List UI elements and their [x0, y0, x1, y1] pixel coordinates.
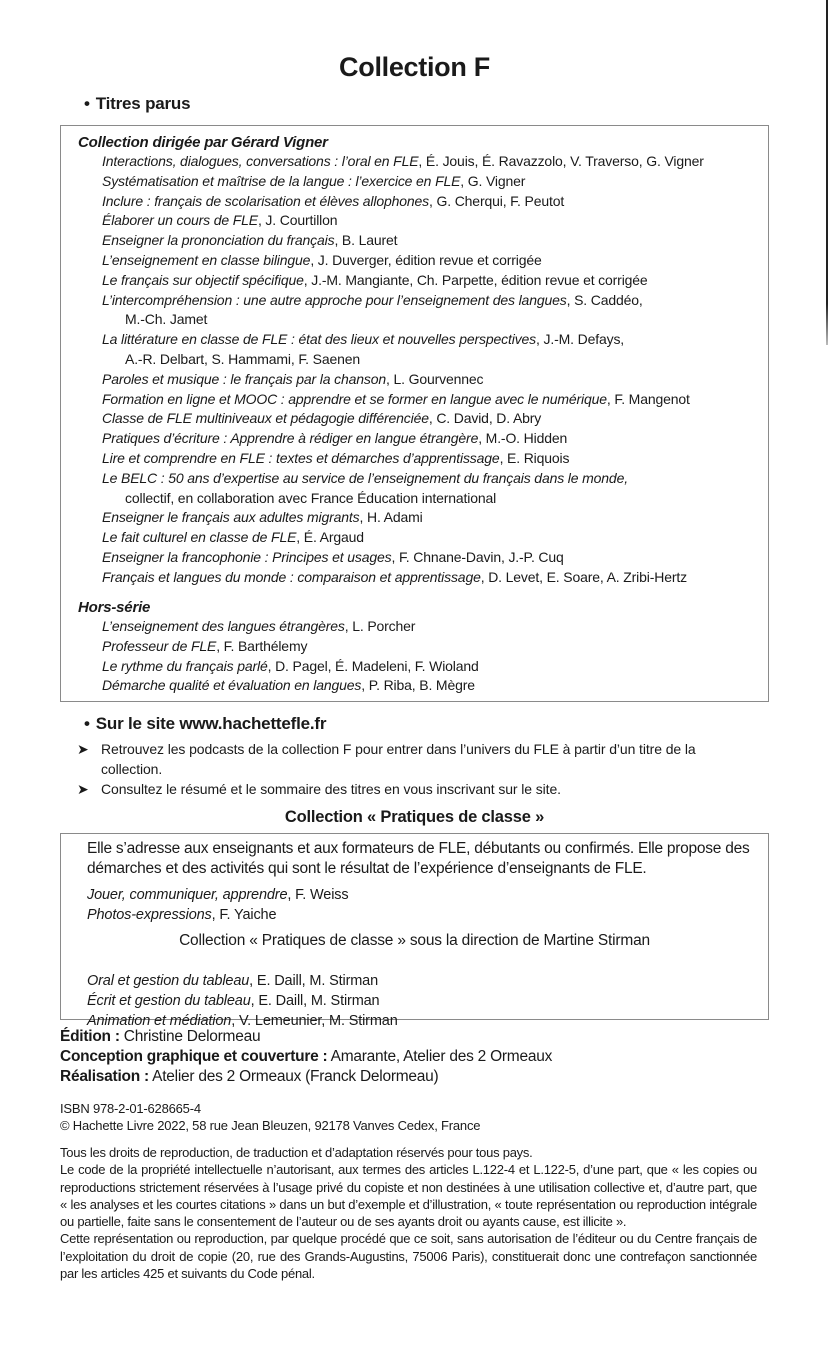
book-title: Le rythme du français parlé — [102, 657, 268, 674]
collection-group — [61, 133, 704, 588]
pratiques-heading: Collection « Pratiques de classe » — [284, 808, 545, 826]
book-title: Oral et gestion du tableau — [87, 973, 250, 989]
book-authors: , D. Levet, E. Soare, A. Zribi-Hertz — [480, 568, 687, 585]
book-authors: , E. Daill, M. Stirman — [249, 973, 379, 989]
bullet-icon: • — [84, 714, 90, 733]
site-list-text: Retrouvez les podcasts de la collection F pour entrer dans l’univers du FLE à partir d’un titre de la collection. — [101, 741, 696, 777]
book-authors: , E. Daill, M. Stirman — [250, 992, 380, 1009]
book-title: L’enseignement des langues étrangères — [102, 618, 345, 634]
book-authors: , S. Caddéo, — [566, 291, 643, 308]
arrow-icon: ➤ — [77, 741, 89, 757]
book-title: Jouer, communiquer, apprendre — [87, 887, 288, 903]
book-authors: , J.-M. Defays, — [536, 331, 625, 348]
title-entry — [102, 508, 704, 528]
book-authors: , F. Chnane-Davin, J.-P. Cuq — [391, 548, 564, 565]
book-title: Interactions, dialogues, conversations : l’oral en FLE — [102, 153, 419, 169]
pratiques-entry — [87, 906, 348, 926]
book-title: Enseigner la prononciation du français — [102, 232, 335, 249]
copyright: © Hachette Livre 2022, 58 rue Jean Bleuzen, 92178 Vanves Cedex, France — [60, 1118, 481, 1133]
book-authors: , H. Adami — [359, 509, 423, 526]
book-title: Enseigner le français aux adultes migrants — [102, 509, 360, 526]
title-entry — [102, 390, 704, 410]
title-entry — [102, 617, 479, 637]
title-entry — [102, 211, 704, 231]
book-title: Pratiques d’écriture : Apprendre à rédiger en langue étrangère — [102, 430, 479, 447]
title-entry — [102, 528, 704, 548]
book-title: Photos-expressions — [87, 906, 212, 923]
pratiques-entry — [87, 972, 398, 992]
entry-continuation: A.-R. Delbart, S. Hammami, F. Saenen — [125, 350, 361, 367]
legal-paragraph: Le code de la propriété intellectuelle n’autorisant, aux termes des articles L.122-4 et L.122-5, d’une part, que « les copies ou reproductions strictement réservées à l’usage privé du copiste et non destinées à une utilisation collective et, d’autre part, que « les analyses et les courtes citations » dans un but d’exemple et d’illustration, « toute représentation ou reproduction intégrale ou partielle, faite sans le consentement de l’auteur ou de ses ayants droit ou ayants cause, est illicite ». — [60, 1162, 757, 1230]
credits — [60, 1027, 552, 1087]
book-title: Le français sur objectif spécifique — [102, 271, 304, 288]
title-entry — [102, 429, 704, 449]
site-heading-label: Sur le site www.hachettefle.fr — [95, 714, 327, 733]
book-authors: , J. Duverger, édition revue et corrigée — [310, 251, 542, 268]
pratiques-list — [87, 886, 348, 926]
book-authors: , J.-M. Mangiante, Ch. Parpette, édition revue et corrigée — [303, 271, 648, 288]
book-authors: , F. Yaiche — [211, 906, 277, 923]
legal-paragraph: Tous les droits de reproduction, de traduction et d’adaptation réservés pour tous pays. — [60, 1145, 533, 1160]
title-entry — [102, 370, 704, 390]
hors-serie-group — [61, 598, 479, 696]
title-entry — [102, 676, 479, 696]
book-title: Formation en ligne et MOOC : apprendre et se former en langue avec le numérique — [102, 390, 607, 407]
title-entry — [102, 291, 704, 331]
book-authors: , F. Barthélemy — [216, 637, 308, 654]
entry-continuation: collectif, en collaboration avec France Éducation international — [125, 489, 497, 506]
credit-label: Conception graphique et couverture : — [60, 1048, 328, 1065]
titres-parus-box — [60, 125, 769, 702]
title-list — [102, 617, 479, 696]
book-authors: , G. Cherqui, F. Peutot — [429, 192, 565, 209]
title-entry — [102, 172, 704, 192]
credit-line — [60, 1067, 552, 1087]
pratiques-list — [87, 972, 398, 1031]
legal-paragraph: Cette représentation ou reproduction, par quelque procédé que ce soit, sans autorisation de l’éditeur ou du Centre français de l’exploitation du droit de copie (20, rue des Grands-Augustins, 75006 Paris), constituerait donc une contrefaçon sanctionnée par les articles 425 et suivants du Code pénal. — [60, 1231, 757, 1282]
book-title: Inclure : français de scolarisation et élèves allophones — [102, 192, 430, 209]
credit-value: Christine Delormeau — [119, 1028, 261, 1045]
book-title: Professeur de FLE — [102, 637, 217, 654]
title-entry — [102, 637, 479, 657]
title-entry — [102, 409, 704, 429]
book-authors: , J. Courtillon — [257, 212, 338, 229]
title-entry — [102, 251, 704, 271]
credit-line — [60, 1047, 552, 1067]
pratiques-entry — [87, 992, 398, 1012]
book-authors: , P. Riba, B. Mègre — [361, 677, 475, 694]
credit-value: Amarante, Atelier des 2 Ormeaux — [327, 1048, 553, 1065]
book-title: Systématisation et maîtrise de la langue : l’exercice en FLE — [102, 172, 461, 189]
book-authors: , B. Lauret — [334, 232, 398, 249]
book-authors: , G. Vigner — [460, 172, 526, 189]
site-list-text: Consultez le résumé et le sommaire des titres en vous inscrivant sur le site. — [101, 781, 561, 797]
entry-continuation: M.-Ch. Jamet — [125, 311, 208, 328]
book-title: Démarche qualité et évaluation en langues — [102, 677, 362, 694]
book-authors: , E. Riquois — [499, 449, 570, 466]
book-title: Classe de FLE multiniveaux et pédagogie différenciée — [102, 410, 429, 427]
title-entry — [102, 192, 704, 212]
credit-value: Atelier des 2 Ormeaux (Franck Delormeau) — [148, 1068, 439, 1085]
book-authors: , É. Jouis, É. Ravazzolo, V. Traverso, G. Vigner — [418, 153, 704, 169]
pratiques-description: Elle s’adresse aux enseignants et aux formateurs de FLE, débutants ou confirmés. Elle propose des démarches et des activités qui sont le résultat de l’expérience d’enseignants de FLE. — [87, 840, 750, 877]
book-title: Élaborer un cours de FLE — [102, 212, 258, 229]
site-heading — [84, 714, 326, 734]
credit-line — [60, 1027, 552, 1047]
book-title: Le fait culturel en classe de FLE — [102, 529, 297, 546]
bullet-icon: • — [84, 94, 90, 113]
site-list-item — [77, 780, 757, 800]
title-entry — [102, 152, 704, 172]
title-entry — [102, 657, 479, 677]
credit-label: Édition : — [60, 1028, 120, 1045]
book-authors: , L. Gourvennec — [386, 370, 484, 387]
title-entry — [102, 231, 704, 251]
book-authors: , C. David, D. Abry — [428, 410, 542, 427]
legal-notice — [60, 1144, 757, 1282]
page-title: Collection F — [339, 52, 490, 82]
book-title: Animation et médiation — [87, 1012, 232, 1029]
title-entry — [102, 548, 704, 568]
book-authors: , L. Porcher — [344, 618, 416, 634]
book-title: La littérature en classe de FLE : état des lieux et nouvelles perspectives — [102, 331, 537, 348]
book-authors: , F. Weiss — [287, 887, 349, 903]
isbn-block — [60, 1100, 480, 1134]
book-title: Lire et comprendre en FLE : textes et démarches d’apprentissage — [102, 449, 500, 466]
title-entry — [102, 449, 704, 469]
book-title: Enseigner la francophonie : Principes et usages — [102, 548, 392, 565]
site-list — [77, 740, 757, 801]
book-authors: , É. Argaud — [296, 529, 364, 546]
book-title: L’intercompréhension : une autre approche pour l’enseignement des langues — [102, 291, 567, 308]
book-title: Écrit et gestion du tableau — [87, 992, 251, 1009]
credit-label: Réalisation : — [60, 1068, 149, 1085]
titres-parus-heading — [84, 94, 190, 114]
direction-line: Collection « Pratiques de classe » sous la direction de Martine Stirman — [179, 932, 650, 949]
group-title: Hors-série — [78, 599, 151, 616]
site-list-item — [77, 740, 757, 779]
book-title: Français et langues du monde : comparaison et apprentissage — [102, 568, 481, 585]
title-entry — [102, 568, 704, 588]
book-title: Le BELC : 50 ans d’expertise au service de l’enseignement du français dans le monde, — [102, 469, 628, 486]
isbn: ISBN 978-2-01-628665-4 — [60, 1101, 201, 1116]
group-title: Collection dirigée par Gérard Vigner — [78, 134, 328, 151]
book-authors: , V. Lemeunier, M. Stirman — [231, 1012, 398, 1029]
titres-parus-label: Titres parus — [95, 94, 191, 113]
pratiques-entry — [87, 886, 348, 906]
title-list — [102, 152, 704, 588]
book-title: L’enseignement en classe bilingue — [102, 251, 311, 268]
book-authors: , D. Pagel, É. Madeleni, F. Wioland — [267, 657, 479, 674]
title-entry — [102, 469, 704, 509]
book-title: Paroles et musique : le français par la chanson — [102, 370, 386, 387]
title-entry — [102, 271, 704, 291]
arrow-icon: ➤ — [77, 781, 89, 797]
title-entry — [102, 330, 704, 370]
book-authors: , F. Mangenot — [606, 390, 690, 407]
book-authors: , M.-O. Hidden — [478, 430, 568, 447]
pratiques-box — [60, 833, 769, 1029]
